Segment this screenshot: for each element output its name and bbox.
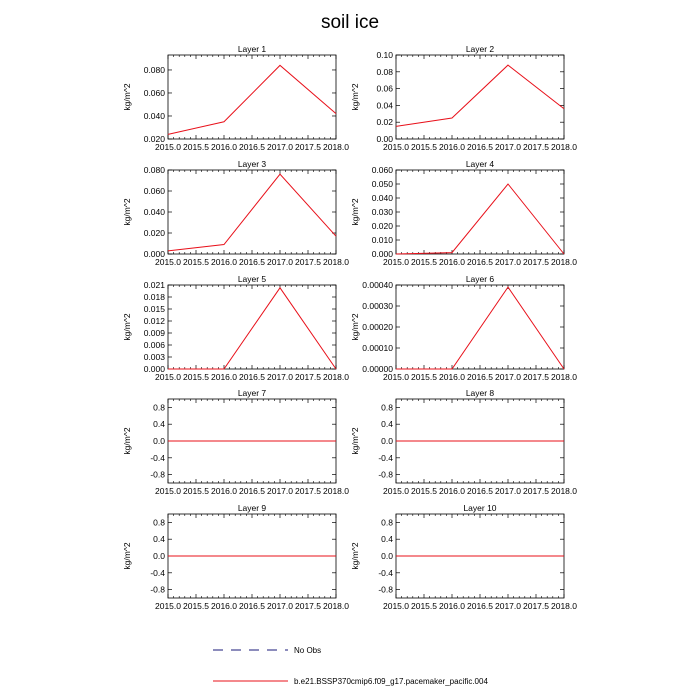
y-axis-label: kg/m^2 [122, 313, 132, 341]
x-tick-label: 2017.0 [267, 486, 293, 496]
plot-frame [168, 285, 336, 369]
y-tick-label: 0.000 [371, 249, 393, 259]
y-tick-label: 0.040 [143, 110, 165, 121]
x-tick-label: 2017.5 [295, 601, 321, 611]
x-tick-label: 2015.5 [183, 142, 209, 152]
y-tick-label: 0.4 [381, 534, 393, 545]
x-tick-label: 2016.5 [239, 142, 265, 152]
x-tick-label: 2015.0 [383, 257, 409, 267]
panel-title: Layer 10 [463, 503, 497, 513]
y-tick-label: 0.040 [371, 193, 393, 203]
series-line [168, 65, 336, 134]
y-axis-label: kg/m^2 [350, 542, 360, 570]
x-tick-label: 2016.0 [211, 257, 237, 267]
panel-layer-9 [122, 503, 349, 611]
x-tick-label: 2018.0 [323, 372, 349, 382]
panel-title: Layer 9 [237, 503, 267, 513]
x-tick-label: 2016.0 [211, 142, 237, 152]
panel-title: Layer 2 [465, 44, 495, 54]
y-axis-label: kg/m^2 [122, 198, 132, 226]
y-tick-label: 0.4 [153, 534, 165, 545]
panel-layer-5 [122, 274, 349, 382]
legend-no-obs-label: No Obs [294, 646, 322, 655]
panel-title: Layer 3 [237, 159, 267, 169]
panel-layer-4 [350, 159, 577, 267]
x-tick-label: 2017.0 [495, 486, 521, 496]
series-line [168, 174, 336, 251]
x-tick-label: 2018.0 [323, 601, 349, 611]
y-axis-label: kg/m^2 [350, 198, 360, 226]
panel-title: Layer 4 [465, 159, 495, 169]
x-tick-label: 2017.0 [267, 142, 293, 152]
y-tick-label: -0.4 [378, 567, 393, 578]
x-tick-label: 2018.0 [323, 257, 349, 267]
x-tick-label: 2016.0 [439, 486, 465, 496]
y-tick-label: 0.080 [143, 165, 165, 175]
y-tick-label: 0.020 [143, 228, 165, 238]
x-tick-label: 2018.0 [551, 486, 577, 496]
x-tick-label: 2015.0 [155, 601, 181, 611]
y-tick-label: 0.000 [143, 249, 165, 259]
x-tick-label: 2017.5 [295, 372, 321, 382]
panel-layer-1 [122, 44, 349, 152]
x-tick-label: 2016.5 [239, 486, 265, 496]
x-tick-label: 2015.5 [183, 601, 209, 611]
x-tick-label: 2017.5 [295, 486, 321, 496]
x-tick-label: 2016.5 [239, 601, 265, 611]
y-tick-label: 0.040 [143, 207, 165, 217]
y-tick-label: 0.000 [143, 364, 165, 374]
y-tick-label: 0.4 [153, 419, 165, 430]
x-tick-label: 2016.5 [239, 257, 265, 267]
y-tick-label: -0.4 [150, 567, 165, 578]
y-tick-label: 0.08 [376, 66, 393, 77]
y-tick-label: 0.020 [371, 221, 393, 231]
series-line [396, 287, 564, 369]
x-tick-label: 2016.0 [439, 601, 465, 611]
x-tick-label: 2015.0 [383, 142, 409, 152]
y-tick-label: 0.018 [143, 292, 165, 302]
x-tick-label: 2017.5 [523, 601, 549, 611]
x-tick-label: 2015.0 [383, 372, 409, 382]
x-tick-label: 2015.5 [183, 372, 209, 382]
x-tick-label: 2017.0 [267, 257, 293, 267]
y-tick-label: 0.006 [143, 340, 165, 350]
y-tick-label: 0.06 [376, 83, 393, 94]
panel-layer-2 [350, 44, 577, 152]
y-tick-label: 0.00020 [362, 322, 393, 332]
x-tick-label: 2016.0 [211, 486, 237, 496]
x-tick-label: 2018.0 [551, 372, 577, 382]
x-tick-label: 2017.5 [523, 257, 549, 267]
x-tick-label: 2015.0 [155, 372, 181, 382]
x-tick-label: 2015.5 [183, 486, 209, 496]
panels-grid [122, 44, 577, 611]
y-tick-label: 0.003 [143, 352, 165, 362]
x-tick-label: 2017.0 [495, 601, 521, 611]
y-tick-label: 0.009 [143, 328, 165, 338]
x-tick-label: 2015.5 [411, 601, 437, 611]
plot-frame [396, 170, 564, 254]
x-tick-label: 2015.0 [155, 257, 181, 267]
panel-title: Layer 1 [237, 44, 267, 54]
y-tick-label: 0.060 [371, 165, 393, 175]
panel-layer-8 [350, 388, 577, 496]
legend [213, 646, 488, 686]
y-tick-label: 0.0 [153, 436, 165, 446]
y-tick-label: 0.012 [143, 316, 165, 326]
x-tick-label: 2015.0 [155, 142, 181, 152]
y-tick-label: 0.00030 [362, 301, 393, 311]
x-tick-label: 2015.5 [411, 142, 437, 152]
x-tick-label: 2018.0 [323, 486, 349, 496]
x-tick-label: 2017.5 [523, 486, 549, 496]
y-tick-label: -0.8 [150, 469, 165, 480]
x-tick-label: 2016.5 [467, 486, 493, 496]
plot-frame [168, 170, 336, 254]
x-tick-label: 2015.5 [183, 257, 209, 267]
x-tick-label: 2018.0 [323, 142, 349, 152]
y-tick-label: 0.010 [371, 235, 393, 245]
legend-run-label: b.e21.BSSP370cmip6.f09_g17.pacemaker_pacific.004 [294, 677, 488, 686]
x-tick-label: 2015.0 [383, 486, 409, 496]
plot-frame [396, 285, 564, 369]
y-tick-label: 0.080 [143, 64, 165, 75]
x-tick-label: 2016.5 [467, 257, 493, 267]
y-tick-label: 0.8 [153, 517, 165, 528]
x-tick-label: 2016.0 [439, 372, 465, 382]
y-axis-label: kg/m^2 [122, 427, 132, 455]
x-tick-label: 2016.5 [467, 142, 493, 152]
x-tick-label: 2017.0 [495, 142, 521, 152]
y-axis-label: kg/m^2 [122, 542, 132, 570]
plot-frame [396, 55, 564, 139]
y-tick-label: 0.020 [143, 134, 165, 144]
x-tick-label: 2017.0 [495, 372, 521, 382]
x-tick-label: 2017.5 [523, 372, 549, 382]
x-tick-label: 2015.5 [411, 486, 437, 496]
x-tick-label: 2016.0 [211, 601, 237, 611]
panel-title: Layer 8 [465, 388, 495, 398]
x-tick-label: 2015.5 [411, 257, 437, 267]
panel-layer-7 [122, 388, 349, 496]
series-line [396, 65, 564, 126]
y-tick-label: 0.02 [376, 117, 393, 128]
figure-title: soil ice [320, 12, 380, 33]
x-tick-label: 2016.0 [211, 372, 237, 382]
x-tick-label: 2017.0 [495, 257, 521, 267]
x-tick-label: 2018.0 [551, 257, 577, 267]
y-tick-label: 0.00 [376, 134, 393, 144]
y-tick-label: 0.4 [381, 419, 393, 430]
x-tick-label: 2015.0 [155, 486, 181, 496]
x-tick-label: 2016.0 [439, 257, 465, 267]
x-tick-label: 2017.5 [523, 142, 549, 152]
y-tick-label: 0.00010 [362, 343, 393, 353]
y-tick-label: -0.8 [150, 584, 165, 595]
panel-layer-3 [122, 159, 349, 267]
y-tick-label: 0.015 [143, 304, 165, 314]
y-tick-label: -0.8 [378, 584, 393, 595]
x-tick-label: 2017.0 [267, 372, 293, 382]
y-tick-label: 0.8 [381, 402, 393, 413]
series-line [396, 184, 564, 254]
y-axis-label: kg/m^2 [350, 83, 360, 111]
panel-layer-6 [350, 274, 577, 382]
y-axis-label: kg/m^2 [350, 313, 360, 341]
y-tick-label: 0.060 [143, 186, 165, 196]
x-tick-label: 2016.5 [467, 601, 493, 611]
y-axis-label: kg/m^2 [350, 427, 360, 455]
x-tick-label: 2017.5 [295, 142, 321, 152]
y-tick-label: 0.10 [376, 50, 393, 60]
series-line [168, 288, 336, 369]
x-tick-label: 2016.5 [239, 372, 265, 382]
y-tick-label: -0.4 [378, 452, 393, 463]
x-tick-label: 2015.0 [383, 601, 409, 611]
x-tick-label: 2017.5 [295, 257, 321, 267]
y-tick-label: 0.8 [381, 517, 393, 528]
y-tick-label: 0.8 [153, 402, 165, 413]
panel-layer-10 [350, 503, 577, 611]
y-tick-label: 0.021 [143, 280, 165, 290]
x-tick-label: 2018.0 [551, 142, 577, 152]
panel-title: Layer 5 [237, 274, 267, 284]
y-tick-label: -0.4 [150, 452, 165, 463]
y-tick-label: 0.060 [143, 87, 165, 98]
y-tick-label: 0.030 [371, 207, 393, 217]
x-tick-label: 2016.0 [439, 142, 465, 152]
x-tick-label: 2016.5 [467, 372, 493, 382]
x-tick-label: 2017.0 [267, 601, 293, 611]
panel-title: Layer 6 [465, 274, 495, 284]
x-tick-label: 2015.5 [411, 372, 437, 382]
y-tick-label: 0.0 [153, 551, 165, 561]
y-axis-label: kg/m^2 [122, 83, 132, 111]
y-tick-label: -0.8 [378, 469, 393, 480]
panel-title: Layer 7 [237, 388, 267, 398]
y-tick-label: 0.0 [381, 436, 393, 446]
x-tick-label: 2018.0 [551, 601, 577, 611]
y-tick-label: 0.050 [371, 179, 393, 189]
y-tick-label: 0.00000 [362, 364, 393, 374]
y-tick-label: 0.00040 [362, 280, 393, 290]
plot-frame [168, 55, 336, 139]
y-tick-label: 0.04 [376, 100, 393, 111]
y-tick-label: 0.0 [381, 551, 393, 561]
